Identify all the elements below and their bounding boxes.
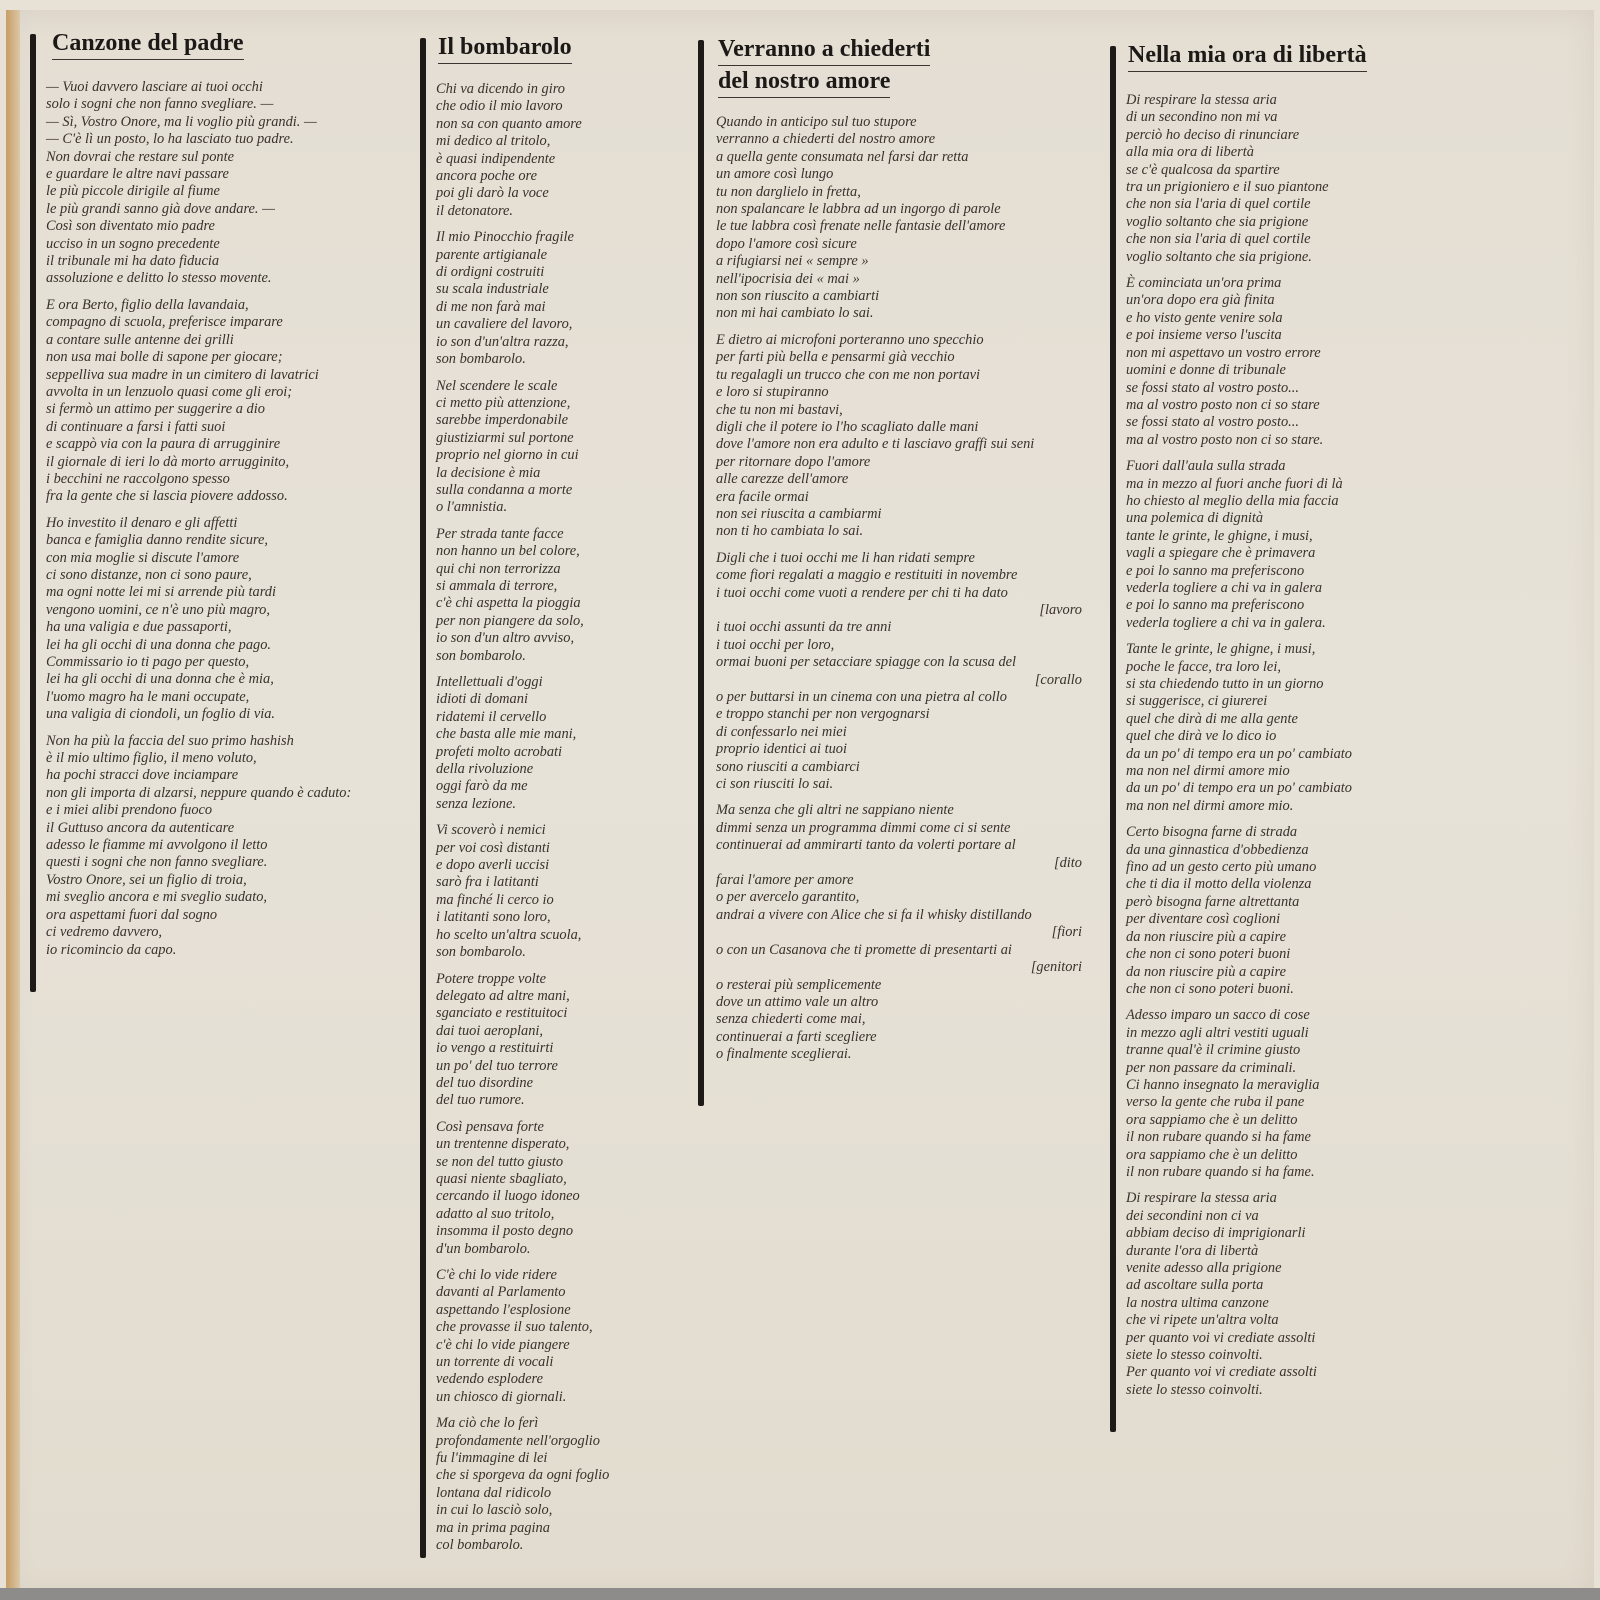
stanza <box>1126 641 1426 815</box>
stanza <box>436 674 706 813</box>
lyric-line: non gli importa di alzarsi, neppure quando è caduto: <box>46 784 352 801</box>
lyric-line: vengono uomini, ce n'è uno più magro, <box>46 601 270 618</box>
lyric-line: io son d'un altro avviso, <box>436 630 575 647</box>
lyric-line: assoluzione e delitto lo stesso movente. <box>46 270 272 287</box>
lyric-line: Commissario io ti pago per questo, <box>46 654 250 670</box>
lyric-line: da un po' di tempo era un po' cambiato <box>1126 745 1352 762</box>
lyric-line: dei secondini non ci va <box>1126 1207 1259 1224</box>
lyric-line: e poi insieme verso l'uscita <box>1126 327 1282 344</box>
lyric-line: che basta alle mie mani, <box>436 726 577 743</box>
lyric-line: ucciso in un sogno precedente <box>46 235 220 252</box>
lyric-line: Ma ciò che lo ferì <box>436 1415 539 1432</box>
lyric-line: vederla togliere a chi va in galera. <box>1126 614 1326 631</box>
stanza <box>46 79 426 288</box>
lyric-line: non hanno un bel colore, <box>436 543 580 560</box>
lyric-line: è quasi indipendente <box>436 150 556 167</box>
lyric-line: e troppo stanchi per non vergognarsi <box>716 706 930 723</box>
lyric-line: ora aspettami fuori dal sogno <box>46 906 218 923</box>
lyric-line: tu regalagli un trucco che con me non portavi <box>716 366 981 383</box>
lyric-line: dimmi senza un programma dimmi come ci si sente <box>716 819 1011 836</box>
lyric-line: si sta chiedendo tutto in un giorno <box>1126 676 1324 692</box>
lyric-line: son bombarolo. <box>436 944 526 961</box>
lyric-line: i becchini ne raccolgono spesso <box>46 470 230 487</box>
lyric-line: col bombarolo. <box>436 1537 524 1554</box>
lyric-line: un'ora dopo era già finita <box>1126 292 1275 309</box>
stanza <box>436 822 706 961</box>
lyric-line: idioti di domani <box>436 691 528 708</box>
lyric-line: e guardare le altre navi passare <box>46 166 229 183</box>
lyric-line: uomini e donne di tribunale <box>1126 362 1286 379</box>
lyric-line: — C'è lì un posto, lo ha lasciato tuo padre. <box>46 131 294 148</box>
lyric-line: che non ci sono poteri buoni. <box>1126 980 1294 997</box>
lyric-line: ho scelto un'altra scuola, <box>436 926 582 943</box>
lyric-line: ancora poche ore <box>436 168 537 185</box>
lyric-line: di confessarlo nei miei <box>716 723 847 740</box>
lyric-line: vederla togliere a chi va in galera <box>1126 579 1323 596</box>
lyric-line: in mezzo agli altri vestiti uguali <box>1126 1024 1309 1041</box>
lyric-line: Ho investito il denaro e gli affetti <box>46 514 238 531</box>
sheet-bottom-edge <box>0 1588 1600 1600</box>
stanza <box>1126 458 1426 632</box>
lyric-line: ma al vostro posto non ci so stare. <box>1126 431 1324 448</box>
lyric-line: o per avercelo garantito, <box>716 889 860 906</box>
lyric-line: il tribunale mi ha dato fiducia <box>46 253 220 270</box>
lyric-line: con mia moglie si discute l'amore <box>46 549 240 566</box>
lyric-line: tu non darglielo in fretta, <box>716 183 861 200</box>
lyric-line: insomma il posto degno <box>436 1223 574 1240</box>
lyric-line: o finalmente sceglierai. <box>716 1046 852 1063</box>
lyric-line: perciò ho deciso di rinunciare <box>1126 126 1300 143</box>
lyric-line: farai l'amore per amore <box>716 872 854 889</box>
lyric-line: di ordigni costruiti <box>436 264 545 281</box>
lyric-line: un cavaliere del lavoro, <box>436 316 573 333</box>
lyric-line: il giornale di ieri lo dà morto arrugginito, <box>46 453 290 470</box>
lyric-line: d'un bombarolo. <box>436 1240 531 1257</box>
lyric-line: se c'è qualcosa da spartire <box>1126 161 1280 178</box>
lyric-line: su scala industriale <box>436 281 549 298</box>
lyric-line: il Guttuso ancora da autenticare <box>46 819 235 836</box>
lyric-line: io vengo a restituirti <box>436 1040 554 1057</box>
lyric-line: son bombarolo. <box>436 351 526 368</box>
lyric-line: un torrente di vocali <box>436 1354 554 1371</box>
lyric-line: — Sì, Vostro Onore, ma li voglio più grandi. — <box>46 113 317 130</box>
lyric-line: Adesso imparo un sacco di cose <box>1126 1007 1310 1024</box>
lyric-line: se non del tutto giusto <box>436 1153 564 1170</box>
lyric-line: davanti al Parlamento <box>436 1284 566 1301</box>
song-title-nella-mia-ora-di-liberta <box>1128 40 1367 72</box>
lyric-line: nell'ipocrisia dei « mai » <box>716 270 860 287</box>
stanza <box>716 114 1082 323</box>
stanza <box>436 1119 706 1258</box>
lyric-line: compagno di scuola, preferisce imparare <box>46 314 283 331</box>
lyric-line: un trentenne disperato, <box>436 1136 570 1153</box>
lyric-line: ci son riusciti lo sai. <box>716 776 834 793</box>
lyric-line: di me non farà mai <box>436 298 546 315</box>
lyric-line: che non sia l'aria di quel cortile <box>1126 231 1311 248</box>
lyric-line: Non ha più la faccia del suo primo hashish <box>46 732 294 749</box>
lyric-line: senza chiederti come mai, <box>716 1011 866 1028</box>
lyric-line: seppelliva sua madre in un cimitero di lavatrici <box>46 366 319 383</box>
lyric-line: — Vuoi davvero lasciare ai tuoi occhi <box>46 79 263 95</box>
lyric-line: tra un prigioniero e il suo piantone <box>1126 179 1329 196</box>
lyric-line: e poi lo sanno ma preferiscono <box>1126 597 1305 614</box>
lyric-line: ci vedremo davvero, <box>46 924 163 941</box>
lyric-line: È cominciata un'ora prima <box>1126 275 1282 292</box>
lyric-line: cercando il luogo idoneo <box>436 1188 580 1205</box>
lyric-line: per diventare così coglioni <box>1126 911 1281 928</box>
lyric-line: proprio nel giorno in cui <box>436 447 579 464</box>
lyric-line: non mi aspettavo un vostro errore <box>1126 344 1321 361</box>
lyric-line: una polemica di dignità <box>1126 510 1264 527</box>
stanza <box>1126 92 1426 266</box>
lyric-line: il non rubare quando si ha fame. <box>1126 1163 1315 1180</box>
lyric-line: che tu non mi bastavi, <box>716 401 843 418</box>
lyric-line: io son d'un'altra razza, <box>436 333 569 350</box>
lyric-line: vagli a spiegare che è primavera <box>1126 545 1316 562</box>
lyric-line: ci sono distanze, non ci sono paure, <box>46 566 252 583</box>
lyric-line: andrai a vivere con Alice che si fa il whisky distillando <box>716 906 1032 923</box>
lyric-line: si ammala di terrore, <box>436 577 558 594</box>
lyric-line: ha pochi stracci dove inciampare <box>46 767 239 784</box>
title-line: Nella mia ora di libertà <box>1128 40 1367 72</box>
lyric-line: si fermò un attimo per suggerire a dio <box>46 401 265 418</box>
lyric-line: non sa con quanto amore <box>436 115 582 132</box>
lyric-line: o resterai più semplicemente <box>716 976 882 993</box>
lyric-line: e i miei alibi prendono fuoco <box>46 802 213 819</box>
lyric-line: senza lezione. <box>436 795 516 812</box>
lyric-line: per voi così distanti <box>436 839 550 856</box>
lyric-line: le più piccole dirigile al fiume <box>46 183 220 200</box>
lyric-line: c'è chi lo vide piangere <box>436 1336 570 1353</box>
lyric-line: dove un attimo vale un altro <box>716 993 879 1010</box>
lyric-line: E dietro ai microfoni porteranno uno specchio <box>716 331 984 348</box>
lyric-line: Così pensava forte <box>436 1118 544 1135</box>
lyric-line: da non riuscire più a capire <box>1126 928 1287 945</box>
lyric-line: Il mio Pinocchio fragile <box>436 229 574 246</box>
lyric-line: in cui lo lasciò solo, <box>436 1502 553 1519</box>
stanza <box>1126 1007 1426 1181</box>
lyric-line: E ora Berto, figlio della lavandaia, <box>46 296 249 313</box>
lyric-line: o con un Casanova che ti promette di presentarti ai <box>716 941 1012 958</box>
title-line: Verranno a chiederti <box>718 34 930 66</box>
song-title-il-bombarolo <box>438 32 572 64</box>
lyric-line: da una ginnastica d'obbedienza <box>1126 841 1309 858</box>
lyric-line: tante le grinte, le ghigne, i musi, <box>1126 527 1313 544</box>
lyric-line: non son riuscito a cambiarti <box>716 288 880 305</box>
lyric-line: oggi farò da me <box>436 778 528 795</box>
lyric-line: ma in mezzo al fuori anche fuori di là <box>1126 475 1343 492</box>
column-bar-2 <box>420 38 426 1558</box>
stanza <box>436 1415 706 1554</box>
lyric-line: ha una valigia e due passaporti, <box>46 619 232 636</box>
lyric-line: della rivoluzione <box>436 761 534 778</box>
lyric-line: Vostro Onore, sei un figlio di troia, <box>46 871 247 888</box>
lyric-line: Certo bisogna farne di strada <box>1126 824 1298 841</box>
lyric-line: avvolta in un lenzuolo quasi come gli eroi; <box>46 383 293 400</box>
lyric-line: Vi scoverò i nemici <box>436 822 546 839</box>
lyric-line: le tue labbra così frenate nelle fantasie dell'amore <box>716 218 1006 235</box>
lyric-line: Di respirare la stessa aria <box>1126 1190 1277 1207</box>
lyric-line: [fiori <box>1051 924 1082 941</box>
lyric-line: che odio il mio lavoro <box>436 98 563 115</box>
stanza <box>46 733 426 959</box>
lyric-line: poi gli darò la voce <box>436 185 549 202</box>
lyric-line: o per buttarsi in un cinema con una pietra al collo <box>716 689 1007 705</box>
stanza <box>436 378 706 517</box>
stanza <box>436 81 706 220</box>
lyric-line: una valigia di ciondoli, un foglio di via. <box>46 706 276 723</box>
lyric-line: un chiosco di giornali. <box>436 1388 567 1405</box>
lyric-line: che si sporgeva da ogni foglio <box>436 1467 610 1484</box>
lyric-line: mi dedico al tritolo, <box>436 133 551 150</box>
lyric-line: c'è chi aspetta la pioggia <box>436 595 581 612</box>
lyric-line: che provasse il suo talento, <box>436 1319 593 1336</box>
lyric-line: banca e famiglia danno rendite sicure, <box>46 532 268 549</box>
stanza <box>436 526 706 665</box>
column-bar-1 <box>30 34 36 992</box>
lyric-line: o l'amnistia. <box>436 499 508 516</box>
song-title-canzone-del-padre <box>52 28 244 60</box>
stanza <box>1126 1190 1426 1399</box>
lyric-line: l'uomo magro ha le mani occupate, <box>46 688 250 705</box>
title-line: Canzone del padre <box>52 28 244 60</box>
stanza <box>716 332 1082 541</box>
lyric-line: per quanto voi vi crediate assolti <box>1126 1329 1316 1346</box>
sheet-left-edge <box>6 10 20 1596</box>
lyric-line: giustiziarmi sul portone <box>436 429 574 446</box>
lyric-line: fino ad un gesto certo più umano <box>1126 859 1317 876</box>
song-lyrics-nella-mia-ora-di-liberta <box>1126 92 1426 1408</box>
lyric-line: adatto al suo tritolo, <box>436 1205 555 1222</box>
lyric-line: continuerai a farti scegliere <box>716 1028 877 1045</box>
lyric-line: siete lo stesso coinvolti. <box>1126 1381 1263 1398</box>
lyric-line: Potere troppe volte <box>436 970 547 987</box>
lyric-line: ridatemi il cervello <box>436 708 547 725</box>
lyric-line: e loro si stupiranno <box>716 384 829 401</box>
stanza <box>436 971 706 1110</box>
lyric-line: Di respirare la stessa aria <box>1126 92 1277 108</box>
lyric-line: profondamente nell'orgoglio <box>436 1432 600 1449</box>
column-bar-4 <box>1110 46 1116 1432</box>
lyric-line: ma finché li cerco io <box>436 891 554 908</box>
lyric-line: che non ci sono poteri buoni <box>1126 946 1291 963</box>
lyric-line: e ho visto gente venire sola <box>1126 309 1283 326</box>
lyric-line: Ci hanno insegnato la meraviglia <box>1126 1076 1320 1093</box>
lyric-line: C'è chi lo vide ridere <box>436 1267 557 1283</box>
lyric-line: sganciato e restituitoci <box>436 1005 568 1022</box>
lyric-line: quel che dirà di me alla gente <box>1126 710 1298 727</box>
lyric-line: Tante le grinte, le ghigne, i musi, <box>1126 641 1316 658</box>
lyric-line: dopo l'amore così sicure <box>716 235 857 252</box>
lyric-line: dove l'amore non era adulto e ti lasciavo graffi sui seni <box>716 436 1035 453</box>
lyric-line: [dito <box>1054 854 1082 871</box>
lyric-line: da non riuscire più a capire <box>1126 963 1287 980</box>
lyric-line: dai tuoi aeroplani, <box>436 1022 543 1039</box>
lyric-line: Ma senza che gli altri ne sappiano niente <box>716 802 954 819</box>
lyric-line: son bombarolo. <box>436 647 526 664</box>
lyric-line: i latitanti sono loro, <box>436 909 551 926</box>
lyric-line: e dopo averli uccisi <box>436 857 550 874</box>
lyric-line: ora sappiamo che è un delitto <box>1126 1111 1298 1128</box>
lyric-line: vedendo esplodere <box>436 1371 543 1388</box>
lyric-line: il non rubare quando si ha fame <box>1126 1129 1311 1146</box>
lyric-line: voglio soltanto che sia prigione. <box>1126 248 1312 265</box>
lyric-line: del tuo rumore. <box>436 1092 525 1109</box>
lyric-line: [genitori <box>1030 959 1082 976</box>
lyric-line: fra la gente che si lascia piovere addosso. <box>46 488 288 505</box>
lyric-line: che non sia l'aria di quel cortile <box>1126 196 1311 213</box>
lyric-line: che ti dia il motto della violenza <box>1126 876 1312 893</box>
stanza <box>1126 275 1426 449</box>
lyric-line: ma al vostro posto non ci so stare <box>1126 396 1320 413</box>
stanza <box>716 550 1082 794</box>
lyric-line: lei ha gli occhi di una donna che pago. <box>46 636 272 653</box>
lyric-line: digli che il potere io l'ho scagliato dalle mani <box>716 418 979 435</box>
lyric-line: a quella gente consumata nel farsi dar retta <box>716 148 969 165</box>
song-lyrics-canzone-del-padre <box>46 79 426 968</box>
lyric-line: si suggerisce, ci giurerei <box>1126 693 1268 710</box>
lyric-line: Quando in anticipo sul tuo stupore <box>716 114 917 130</box>
lyric-line: sono riusciti a cambiarci <box>716 758 860 775</box>
lyric-line: venite adesso alla prigione <box>1126 1260 1282 1276</box>
lyric-line: adesso le fiamme mi avvolgono il letto <box>46 837 268 854</box>
lyric-line: quasi niente sbagliato, <box>436 1170 567 1187</box>
lyric-line: ma ogni notte lei mi si arrende più tardi <box>46 584 276 601</box>
lyric-line: però bisogna farne altrettanta <box>1126 893 1300 910</box>
song-lyrics-il-bombarolo <box>436 81 706 1564</box>
stanza <box>716 802 1082 1063</box>
lyric-line: a contare sulle antenne dei grilli <box>46 331 234 348</box>
lyric-line: per ritornare dopo l'amore <box>716 453 871 470</box>
lyric-line: ad ascoltare sulla porta <box>1126 1277 1264 1294</box>
lyric-line: per non passare da criminali. <box>1126 1059 1297 1076</box>
lyric-line: lei ha gli occhi di una donna che è mia, <box>46 671 274 688</box>
lyric-line: è il mio ultimo figlio, il meno voluto, <box>46 750 257 767</box>
lyric-line: Così son diventato mio padre <box>46 218 215 235</box>
lyric-line: solo i sogni che non fanno svegliare. — <box>46 96 274 113</box>
lyric-line: aspettando l'esplosione <box>436 1301 571 1318</box>
lyric-line: ormai buoni per setacciare spiagge con la scusa del <box>716 654 1017 671</box>
lyric-line: la nostra ultima canzone <box>1126 1294 1269 1311</box>
lyric-line: io ricomincio da capo. <box>46 941 177 958</box>
lyric-line: del tuo disordine <box>436 1074 533 1091</box>
lyric-line: Intellettuali d'oggi <box>436 674 543 690</box>
lyric-line: [corallo <box>1034 671 1082 688</box>
lyric-line: poche le facce, tra loro lei, <box>1126 658 1281 675</box>
lyric-line: e poi lo sanno ma preferiscono <box>1126 562 1305 579</box>
lyric-line: ma non nel dirmi amore mio <box>1126 763 1290 780</box>
lyric-line: di continuare a farsi i fatti suoi <box>46 418 226 435</box>
lyric-line: alla mia ora di libertà <box>1126 144 1254 161</box>
lyric-line: Non dovrai che restare sul ponte <box>46 148 234 165</box>
lyric-line: era facile ormai <box>716 488 809 505</box>
lyric-line: Per quanto voi vi crediate assolti <box>1126 1364 1317 1381</box>
lyric-line: Fuori dall'aula sulla strada <box>1126 458 1286 475</box>
lyric-line: mi sveglio ancora e mi sveglio sudato, <box>46 889 268 906</box>
lyric-line: ci metto più attenzione, <box>436 394 571 411</box>
stanza <box>436 229 706 368</box>
lyric-line: da un po' di tempo era un po' cambiato <box>1126 780 1352 797</box>
lyric-line: se fossi stato al vostro posto... <box>1126 379 1299 396</box>
lyric-line: continuerai ad ammirarti tanto da volerti portare al <box>716 837 1016 854</box>
lyric-line: Per strada tante facce <box>436 525 564 542</box>
lyric-line: delegato ad altre mani, <box>436 987 570 1004</box>
lyric-line: tranne qual'è il crimine giusto <box>1126 1042 1301 1059</box>
lyric-line: [lavoro <box>1039 601 1082 618</box>
column-bar-3 <box>698 40 704 1106</box>
lyric-line: ma in prima pagina <box>436 1519 550 1536</box>
lyric-line: fu l'immagine di lei <box>436 1450 548 1467</box>
lyric-line: abbiam deciso di imprigionarli <box>1126 1225 1306 1242</box>
song-lyrics-verranno-a-chiederti <box>716 114 1082 1073</box>
lyric-line: questi i sogni che non fanno svegliare. <box>46 854 268 871</box>
lyric-line: sarebbe imperdonabile <box>436 412 569 429</box>
title-line: Il bombarolo <box>438 32 572 64</box>
lyric-line: il detonatore. <box>436 202 514 219</box>
lyric-line: Nel scendere le scale <box>436 377 558 394</box>
lyric-line: lontana dal ridicolo <box>436 1484 552 1501</box>
lyric-line: se fossi stato al vostro posto... <box>1126 414 1299 431</box>
lyric-line: a rifugiarsi nei « sempre » <box>716 253 869 270</box>
stanza <box>46 515 426 724</box>
lyric-line: per non piangere da solo, <box>436 612 584 629</box>
song-title-verranno-a-chiederti <box>718 34 930 98</box>
lyric-line: non sei riuscita a cambiarmi <box>716 505 882 522</box>
lyric-line: ho chiesto al meglio della mia faccia <box>1126 492 1339 509</box>
lyric-line: come fiori regalati a maggio e restituiti in novembre <box>716 567 1018 584</box>
lyric-line: verso la gente che ruba il pane <box>1126 1094 1305 1111</box>
lyric-line: che vi ripete un'altra volta <box>1126 1312 1279 1329</box>
lyric-line: e scappò via con la paura di arrugginire <box>46 436 281 453</box>
lyric-line: verranno a chiederti del nostro amore <box>716 131 936 148</box>
lyric-line: parente artigianale <box>436 246 547 263</box>
lyric-line: quel che dirà ve lo dico io <box>1126 728 1277 745</box>
lyrics-sheet <box>6 10 1594 1596</box>
lyric-line: durante l'ora di libertà <box>1126 1242 1259 1259</box>
lyric-line: Chi va dicendo in giro <box>436 81 565 97</box>
lyric-line: sulla condanna a morte <box>436 481 573 498</box>
lyric-line: proprio identici ai tuoi <box>716 741 847 758</box>
lyric-line: ora sappiamo che è un delitto <box>1126 1146 1298 1163</box>
lyric-line: non ti ho cambiata lo sai. <box>716 523 864 540</box>
lyric-line: qui chi non terrorizza <box>436 560 561 577</box>
lyric-line: non usa mai bolle di sapone per giocare; <box>46 349 283 366</box>
stanza <box>1126 824 1426 998</box>
lyric-line: di un secondino non mi va <box>1126 109 1278 126</box>
lyric-line: siete lo stesso coinvolti. <box>1126 1347 1263 1364</box>
lyric-line: i tuoi occhi assunti da tre anni <box>716 619 892 636</box>
lyric-line: i tuoi occhi per loro, <box>716 636 835 653</box>
lyric-line: voglio soltanto che sia prigione <box>1126 213 1309 230</box>
lyric-line: non spalancare le labbra ad un ingorgo di parole <box>716 201 1001 218</box>
lyric-line: un amore così lungo <box>716 166 834 183</box>
lyric-line: non mi hai cambiato lo sai. <box>716 305 874 322</box>
lyric-line: Digli che i tuoi occhi me li han ridati sempre <box>716 549 975 566</box>
lyric-line: i tuoi occhi come vuoti a rendere per chi ti ha dato <box>716 584 1008 601</box>
stanza <box>436 1267 706 1406</box>
lyric-line: alle carezze dell'amore <box>716 471 849 488</box>
lyric-line: la decisione è mia <box>436 464 541 481</box>
lyric-line: profeti molto acrobati <box>436 743 563 760</box>
lyric-line: un po' del tuo terrore <box>436 1057 558 1074</box>
stanza <box>46 297 426 506</box>
title-line: del nostro amore <box>718 66 890 98</box>
lyric-line: le più grandi sanno già dove andare. — <box>46 200 275 217</box>
lyric-line: sarò fra i latitanti <box>436 874 539 891</box>
lyric-line: per farti più bella e pensarmi già vecchio <box>716 349 955 366</box>
lyric-line: ma non nel dirmi amore mio. <box>1126 797 1294 814</box>
